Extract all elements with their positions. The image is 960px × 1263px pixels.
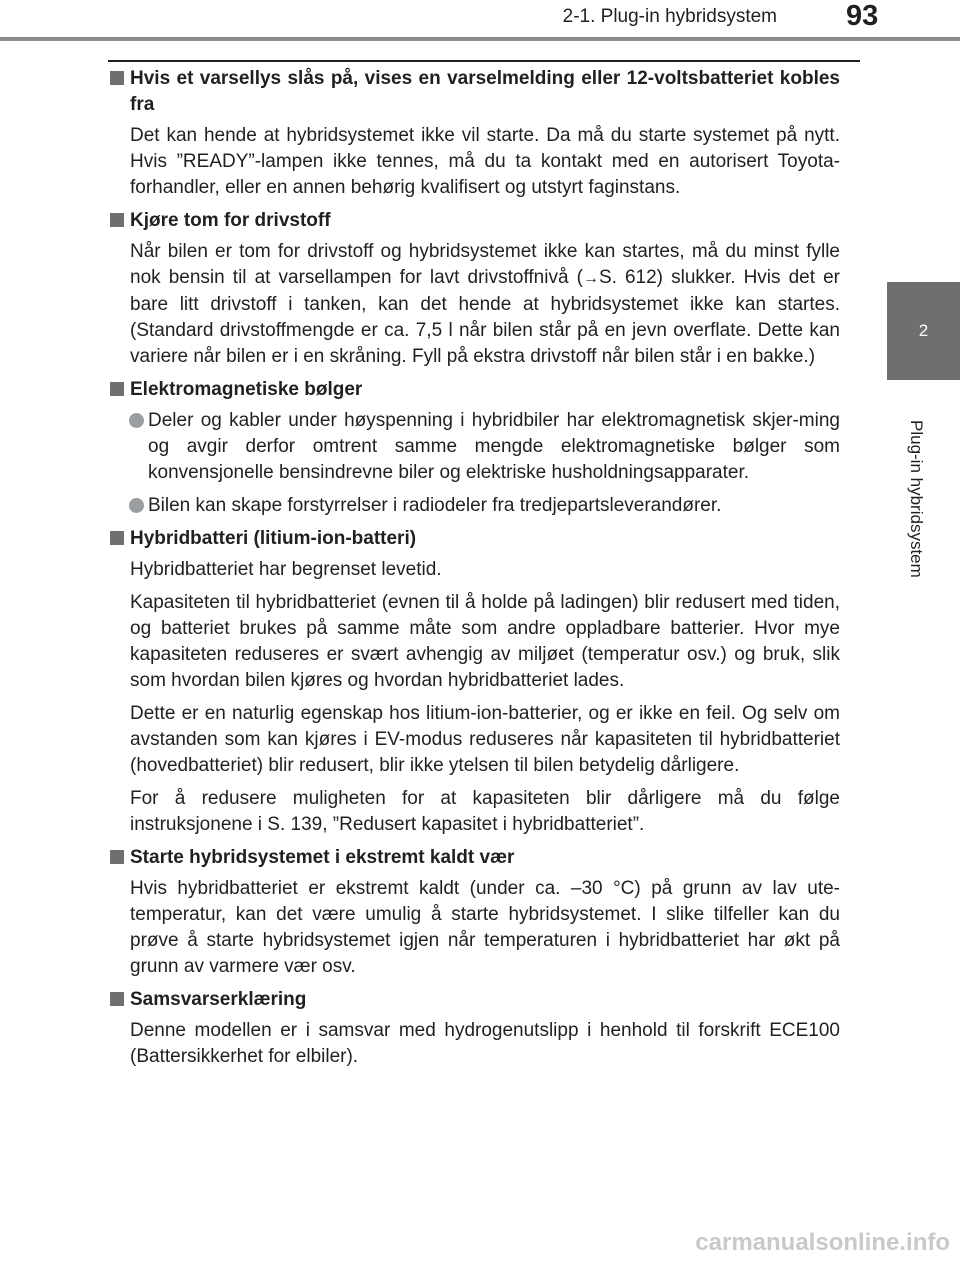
square-bullet-icon — [110, 71, 124, 85]
square-bullet-icon — [110, 992, 124, 1006]
content-top-rule — [108, 60, 860, 62]
section-out-of-fuel — [108, 208, 840, 370]
square-bullet-icon — [110, 213, 124, 227]
paragraph: For å redusere muligheten for at kapasiteten blir dårligere må du følge instruksjonene i S. 139, ”Redusert kapasitet i hybridbatteriet”. — [130, 788, 840, 835]
section-heading-text: Hvis et varsellys slås på, vises en varselmelding eller 12-voltsbatteriet kobles fra — [130, 68, 840, 115]
paragraph: Denne modellen er i samsvar med hydrogenutslipp i henhold til forskrift ECE100 (Battersikkerhet for elbiler). — [130, 1020, 840, 1067]
section-heading — [108, 845, 840, 871]
chapter-number: 2 — [918, 321, 929, 340]
section-heading — [108, 66, 840, 118]
bullet-item — [108, 493, 840, 519]
square-bullet-icon — [110, 850, 124, 864]
section-heading — [108, 987, 840, 1013]
paragraph-text: Når bilen er tom for drivstoff og hybridsystemet ikke kan startes, må du minst fylle nok bensin til at varsellampen for lavt drivstoffnivå ( — [130, 241, 840, 288]
circle-bullet-icon — [129, 413, 144, 428]
bullet-text: Deler og kabler under høyspenning i hybridbiler har elektromagnetisk skjer-ming og avgir derfor omtrent samme mengde elektromagnetiske bølger som konvensjonelle bensindrevne biler og elektriske husholdningsapparater. — [148, 410, 840, 483]
paragraph: Hybridbatteriet har begrenset levetid. — [130, 559, 442, 580]
section-heading-text: Kjøre tom for drivstoff — [130, 210, 331, 231]
watermark: carmanualsonline.info — [695, 1229, 950, 1256]
section-heading-text: Elektromagnetiske bølger — [130, 379, 363, 400]
bullet-text: Bilen kan skape forstyrrelser i radiodeler fra tredjepartsleverandører. — [148, 495, 722, 516]
section-hybrid-battery — [108, 526, 840, 838]
section-heading — [108, 526, 840, 552]
header-rule — [0, 37, 960, 41]
paragraph: Hvis hybridbatteriet er ekstremt kaldt (under ca. –30 °C) på grunn av lav ute-temperatur, kan det være umulig å starte hybridsystemet. I slike tilfeller kan du prøve å starte hybridsystemet igjen når temperaturen i hybridbatteriet har økt på grunn av varmere vær osv. — [130, 878, 840, 977]
page-reference-link: S. 612) slukker. Hvis det er bare litt drivstoff i tanken, kan det hende at hybridsystemet ikke kan startes. (Standard drivstoffmengde er ca. 7,5 l når bilen står på en jevn overflate. Dette kan variere når bilen er i en skråning. Fyll på ekstra drivstoff når bilen står i en bakke.) — [130, 267, 841, 367]
chapter-label-text: Plug-in hybridsystem — [907, 420, 926, 578]
paragraph: Kapasiteten til hybridbatteriet (evnen til å holde på ladingen) blir redusert med tiden, og batteriet brukes på samme måte som andre oppladbare batterier. Hvor mye kapasiteten reduseres er svært avhengig av miljøet (temperatur osv.) og bruk, slik som hvordan bilen kjøres og hvordan hybridbatteriet lades. — [130, 592, 840, 691]
square-bullet-icon — [110, 382, 124, 396]
paragraph: Det kan hende at hybridsystemet ikke vil starte. Da må du starte systemet på nytt. Hvis ”READY”-lampen ikke tennes, må du ta kontakt med en autorisert Toyota-forhandler, eller en annen behørig kvalifisert og utstyrt faginstans. — [130, 125, 840, 198]
page-number: 93 — [846, 0, 879, 32]
paragraph — [108, 239, 840, 370]
bullet-item — [108, 408, 840, 486]
section-heading-text: Samsvarserklæring — [130, 989, 307, 1010]
page-content — [108, 66, 840, 1077]
reference-arrow-icon: → — [582, 270, 599, 287]
section-heading — [108, 377, 840, 403]
section-compliance — [108, 987, 840, 1070]
chapter-tab — [887, 282, 960, 380]
section-cold-weather — [108, 845, 840, 980]
running-header: 2-1. Plug-in hybridsystem — [562, 6, 777, 27]
section-warning-light — [108, 66, 840, 201]
chapter-side-label — [896, 420, 936, 590]
section-heading — [108, 208, 840, 234]
circle-bullet-icon — [129, 498, 144, 513]
section-electromagnetic-waves — [108, 377, 840, 519]
paragraph: Dette er en naturlig egenskap hos litium-ion-batterier, og er ikke en feil. Og selv om avstanden som kan kjøres i EV-modus reduseres når kapasiteten til hybridbatteriet (hovedbatteriet) blir redusert, blir ikke ytelsen til bilen betydelig dårligere. — [130, 703, 840, 776]
section-heading-text: Hybridbatteri (litium-ion-batteri) — [130, 528, 417, 549]
section-heading-text: Starte hybridsystemet i ekstremt kaldt vær — [130, 847, 515, 868]
square-bullet-icon — [110, 531, 124, 545]
